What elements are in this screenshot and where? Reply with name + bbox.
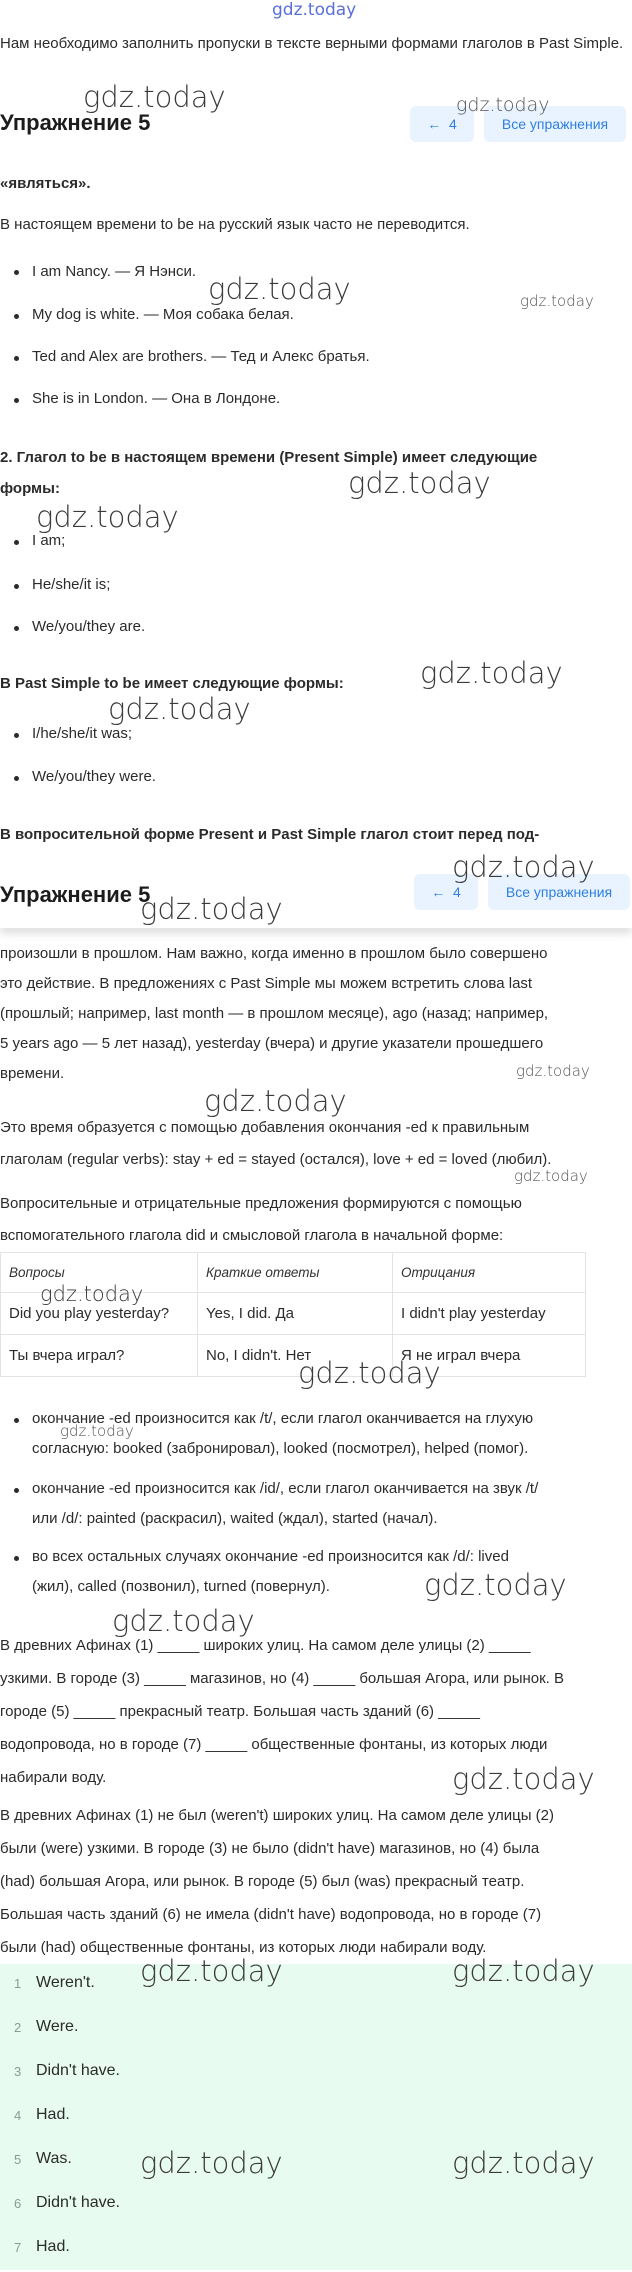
table-cell: Я не играл вчера — [393, 1335, 586, 1377]
pron-rule: окончание -ed произносится как /id/, если глагол оканчивается на звук /t/ — [32, 1480, 539, 1497]
question-line: В вопросительной форме Present и Past Simple глагол стоит перед под- — [0, 826, 540, 843]
watermark: gdz.today — [36, 500, 179, 534]
task-line: городе (5) _____ прекрасный театр. Большая часть зданий (6) _____ — [0, 1703, 480, 1720]
all-exercises-button[interactable]: Все упражнения — [488, 874, 630, 910]
watermark: gdz.today — [40, 1282, 144, 1306]
pron-rule: во всех остальных случаях окончание -ed произносится как /d/: lived — [32, 1548, 509, 1565]
answer-number: 7 — [14, 2240, 22, 2255]
answer-text: Were. — [36, 2018, 79, 2035]
answer-line: (had) большая Агора, или рынок. В городе (5) был (was) прекрасный театр. — [0, 1873, 525, 1890]
answer-row — [0, 2096, 632, 2140]
task-line: водопровода, но в городе (7) _____ общественные фонтаны, из которых люди — [0, 1736, 548, 1753]
watermark: gdz.today — [452, 1762, 595, 1796]
answer-row — [0, 2228, 632, 2272]
watermark: gdz.today — [83, 80, 226, 114]
pron-rule: окончание -ed произносится как /t/, если глагол оканчивается на глухую — [32, 1410, 534, 1427]
watermark: gdz.today — [140, 1954, 283, 1988]
exercise-title: Упражнение 5 — [0, 110, 151, 135]
answer-number: 5 — [14, 2152, 22, 2167]
answer-text: Didn't have. — [36, 2194, 120, 2211]
watermark: gdz.today — [348, 466, 491, 500]
bullet — [14, 270, 19, 275]
list-item: I am Nancy. — Я Нэнси. — [32, 263, 197, 280]
answer-line: В древних Афинах (1) не был (weren't) широких улиц. На самом деле улицы (2) — [0, 1807, 555, 1824]
table-cell: Did you play yesterday? — [1, 1293, 198, 1335]
prev-exercise-label: 4 — [448, 116, 457, 132]
answer-number: 1 — [14, 1976, 22, 1991]
answer-number: 3 — [14, 2064, 22, 2079]
bullet — [14, 398, 19, 403]
watermark: gdz.today — [452, 1954, 595, 1988]
list-item: She is in London. — Она в Лондоне. — [32, 390, 281, 407]
table-cell: Ты вчера играл? — [1, 1335, 198, 1377]
table-cell: I didn't play yesterday — [393, 1293, 586, 1335]
list-item: We/you/they were. — [32, 768, 156, 785]
bullet — [14, 1418, 19, 1423]
bullet — [14, 540, 19, 545]
list-item: I am; — [32, 532, 66, 549]
all-exercises-button[interactable]: Все упражнения — [484, 106, 626, 142]
bullet — [14, 1488, 19, 1493]
answers-panel — [0, 1964, 632, 2270]
arrow-left-icon: ← — [427, 116, 449, 132]
prev-exercise-label: 4 — [452, 884, 461, 900]
grammar-table — [0, 1252, 586, 1377]
task-line: набирали воду. — [0, 1769, 107, 1786]
exercise-title: Упражнение 5 — [0, 882, 151, 907]
watermark: gdz.today — [520, 292, 594, 310]
bullet — [14, 733, 19, 738]
answer-number: 2 — [14, 2020, 22, 2035]
answer-line: Большая часть зданий (6) не имела (didn't have) водопровода, но в городе (7) — [0, 1906, 542, 1923]
list-item: He/she/it is; — [32, 576, 111, 593]
watermark: gdz.today — [108, 692, 251, 726]
answer-text: Weren't. — [36, 1974, 95, 1991]
bullet — [14, 776, 19, 781]
intro-text: Нам необходимо заполнить пропуски в тексте верными формами глаголов в Past Simple. — [0, 35, 624, 52]
past-simple-line: это действие. В предложениях с Past Simple мы можем встретить слова last — [0, 975, 533, 992]
list-item: We/you/they are. — [32, 618, 146, 635]
watermark: gdz.today — [208, 272, 351, 306]
table-header: Краткие ответы — [198, 1253, 393, 1293]
past-simple-line: произошли в прошлом. Нам важно, когда именно в прошлом было совершено — [0, 945, 548, 962]
watermark: gdz.today — [420, 656, 563, 690]
site-logo[interactable]: gdz.today — [272, 0, 357, 20]
answer-text: Was. — [36, 2150, 72, 2167]
arrow-left-icon: ← — [431, 884, 453, 900]
watermark: gdz.today — [452, 850, 595, 884]
watermark: gdz.today — [112, 1604, 255, 1638]
present-heading: 2. Глагол to be в настоящем времени (Present Simple) имеет следующие формы: — [0, 449, 538, 497]
past-simple-line: 5 years ago — 5 лет назад), yesterday (вчера) и другие указатели прошедшего — [0, 1035, 544, 1052]
answer-line: были (were) узкими. В городе (3) не было (didn't have) магазинов, но (4) была — [0, 1840, 540, 1857]
ed-rule: глаголам (regular verbs): stay + ed = stayed (остался), love + ed = loved (любил). — [0, 1151, 552, 1168]
watermark: gdz.today — [424, 1568, 567, 1602]
theory-be-note: В настоящем времени to be на русский язык часто не переводится. — [0, 216, 470, 233]
table-cell: Yes, I did. Да — [198, 1293, 393, 1335]
answer-row — [0, 2184, 632, 2228]
task-line: узкими. В городе (3) _____ магазинов, но (4) _____ большая Агора, или рынок. В — [0, 1670, 565, 1687]
past-heading: В Past Simple to be имеет следующие формы: — [0, 675, 344, 692]
theory-partial-line: «являться». — [0, 175, 91, 192]
answer-text: Had. — [36, 2238, 70, 2255]
watermark: gdz.today — [514, 1167, 588, 1185]
watermark: gdz.today — [452, 2146, 595, 2180]
answer-row — [0, 2008, 632, 2052]
did-rule: Вопросительные и отрицательные предложения формируются с помощью — [0, 1195, 522, 1212]
list-item: My dog is white. — Моя собака белая. — [32, 306, 294, 323]
table-header: Вопросы — [1, 1253, 198, 1293]
watermark: gdz.today — [140, 892, 283, 926]
ed-rule: Это время образуется с помощью добавления окончания -ed к правильным — [0, 1119, 530, 1136]
watermark: gdz.today — [60, 1422, 134, 1440]
answer-text: Had. — [36, 2106, 70, 2123]
watermark: gdz.today — [298, 1356, 441, 1390]
watermark: gdz.today — [140, 2146, 283, 2180]
answer-number: 4 — [14, 2108, 22, 2123]
watermark: gdz.today — [456, 94, 550, 116]
bullet — [14, 314, 19, 319]
pron-rule: согласную: booked (забронировал), looked (посмотрел), helped (помог). — [32, 1440, 529, 1457]
table-cell: No, I didn't. Нет — [198, 1335, 393, 1377]
watermark: gdz.today — [516, 1062, 590, 1080]
table-header: Отрицания — [393, 1253, 586, 1293]
pron-rule: или /d/: painted (раскрасил), waited (ждал), started (начал). — [32, 1510, 438, 1527]
did-rule: вспомогательного глагола did и смысловой глагола в начальной форме: — [0, 1227, 504, 1244]
past-simple-line: (прошлый; например, last month — в прошлом месяце), ago (назад; например, — [0, 1005, 549, 1022]
answer-line: были (had) общественные фонтаны, из которых люди набирали воду. — [0, 1939, 487, 1956]
task-line: В древних Афинах (1) _____ широких улиц. На самом деле улицы (2) _____ — [0, 1637, 531, 1654]
bullet — [14, 626, 19, 631]
past-simple-line: времени. — [0, 1065, 65, 1082]
table-row — [1, 1335, 586, 1377]
list-item: I/he/she/it was; — [32, 725, 133, 742]
bullet — [14, 1556, 19, 1561]
answer-number: 6 — [14, 2196, 22, 2211]
answer-text: Didn't have. — [36, 2062, 120, 2079]
answer-row — [0, 2052, 632, 2096]
list-item: Ted and Alex are brothers. — Тед и Алекс братья. — [32, 348, 370, 365]
pron-rule: (жил), called (позвонил), turned (повернул). — [32, 1578, 330, 1595]
bullet — [14, 584, 19, 589]
watermark: gdz.today — [204, 1084, 347, 1118]
bullet — [14, 356, 19, 361]
